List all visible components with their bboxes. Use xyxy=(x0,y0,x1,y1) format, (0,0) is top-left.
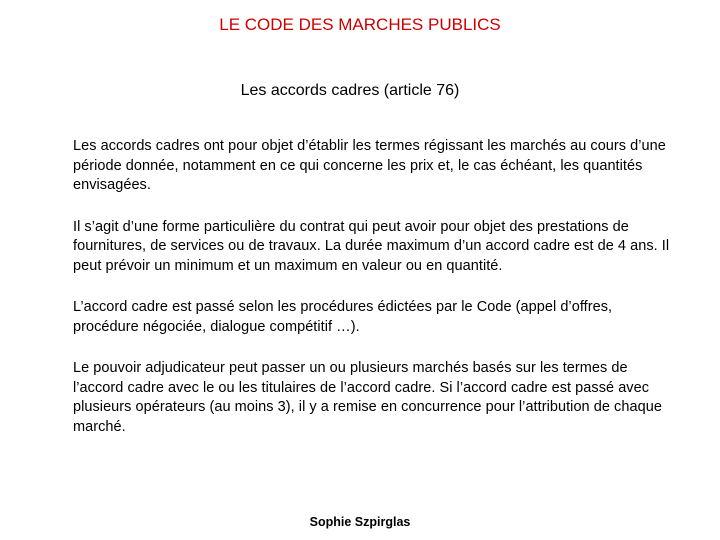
body-content xyxy=(73,137,673,459)
author-name: Sophie Szpirglas xyxy=(309,515,411,529)
page-title: LE CODE DES MARCHES PUBLICS xyxy=(219,15,501,34)
paragraph-awarding: Le pouvoir adjudicateur peut passer un ou plusieurs marchés basés sur les termes de l’accord cadre avec le ou les titulaires de l’accord cadre. Si l’accord cadre est passé avec plusieurs opérateurs (au moins 3), il y a remise en concurrence pour l’attribution de chaque marché. xyxy=(73,360,662,435)
paragraph-definition: Les accords cadres ont pour objet d’établir les termes régissant les marchés au cours d’une période donnée, notamment en ce qui concerne les prix et, le cas échéant, les quantités envisagées. xyxy=(73,138,666,193)
paragraph-contract-form: Il s’agit d’une forme particulière du contrat qui peut avoir pour objet des prestations de fournitures, de services ou de travaux. La durée maximum d’un accord cadre est de 4 ans. Il peut prévoir un minimum et un maximum en valeur ou en quantité. xyxy=(73,218,670,274)
paragraph-procedures: L’accord cadre est passé selon les procédures édictées par le Code (appel d’offres, procédure négociée, dialogue compétitif …). xyxy=(73,299,613,335)
section-subtitle: Les accords cadres (article 76) xyxy=(240,82,460,99)
